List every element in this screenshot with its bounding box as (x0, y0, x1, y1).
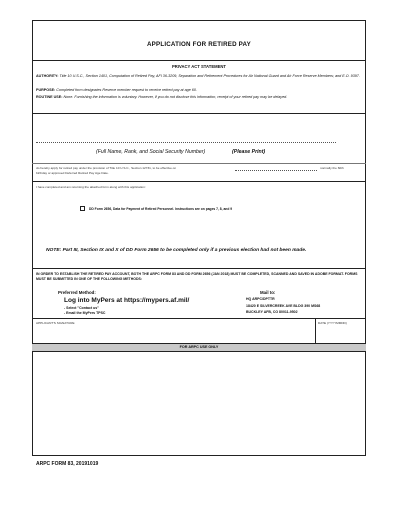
signature-label: APPLICANT'S SIGNATURE (36, 321, 75, 325)
routine-text: None. (63, 95, 74, 99)
form-title: APPLICATION FOR RETIRED PAY (147, 41, 251, 48)
date-field[interactable] (318, 327, 364, 341)
dd2656-label: DD Form 2656, Data for Payment of Retired Personnel. Instructions are on pages 7, 8, and 9 (89, 207, 233, 211)
email-mypers: - Email the MyPers TPSC (64, 311, 106, 315)
apply-text-cont: birthday or approved Deferred Retired Pay Age Date. (36, 171, 109, 175)
form-frame (32, 20, 366, 456)
purpose-text: Completed form designates Reserve member request to receive retired pay at age 60. (56, 88, 197, 92)
mail-line-2: 18420 E SILVERCREEK AVE BLDG 390 MS68 (246, 304, 321, 308)
name-caption: (Full Name, Rank, and Social Security Number) (96, 149, 206, 155)
form-footer: ARPC FORM 83, 20191019 (36, 461, 99, 467)
rule-privacy-bottom (32, 113, 366, 114)
mail-line-1: HQ ARPC/DPTTR (246, 297, 275, 301)
arpc-use-label: FOR ARPC USE ONLY (179, 345, 219, 349)
please-print: (Please Print) (232, 149, 266, 155)
rule-name-bottom (32, 163, 366, 164)
dd2656-checkbox[interactable] (80, 206, 85, 211)
establish-text: IN ORDER TO ESTABLISH THE RETIRED PAY ACCOUNT, BOTH THE ARPC FORM 83 AND DD FORM 2656 (JAN 2018) MUST BE COMPLETED, SCANNED AND SAVED IN ADOBE FORMAT. FORMS MUST BE SUBMITTED IN ONE OF THE FOLLOWING METHODS: (36, 272, 358, 281)
name-field[interactable] (36, 142, 336, 143)
privacy-heading: PRIVACY ACT STATEMENT (172, 64, 226, 69)
rule-apply-bottom (32, 181, 366, 182)
authority-text: Title 10 U.S.C., Section 1401, Computation of Retired Pay, AFI 36-3209, Separation and Retirement Procedures for Air National Guard and Air Force Reserve Members; and E.O. 9397. (59, 74, 360, 78)
mypers-link[interactable]: Log into MyPers at https://mypers.af.mil/ (64, 297, 190, 304)
signature-field[interactable] (36, 327, 312, 341)
privacy-purpose (36, 88, 362, 93)
disclosure-text: Furnishing the information is voluntary. However, if you do not disclose this information, receipt of your retired pay may be delayed. (74, 95, 288, 99)
rule-title-bottom (32, 60, 366, 61)
routine-label: ROUTINE USE: (36, 95, 63, 99)
date-label: DATE (YYYYMMDD) (318, 321, 347, 325)
mail-line-3: BUCKLEY AFB, CO 80011-9502 (246, 310, 298, 314)
apply-text: do hereby apply for retired pay under the provision of Title 10 U.S.C., Section 12731, to be effective on (36, 166, 177, 170)
rule-note-bottom (32, 268, 366, 269)
privacy-routine (36, 95, 362, 100)
preferred-label: Preferred Method: (58, 290, 96, 295)
note-text: NOTE: Part III, Section IX and X of DD Form 2656 to be completed only if a previous election had not been made. (46, 248, 307, 253)
select-contact: - Select "Contact us" (64, 306, 99, 310)
rule-date-divider (315, 318, 316, 343)
apply-text-right: normally the 60th (320, 166, 344, 170)
effective-date-field[interactable] (235, 170, 317, 171)
authority-label: AUTHORITY: (36, 74, 59, 78)
purpose-label: PURPOSE: (36, 88, 56, 92)
completed-text: I have completed and am returning the attached form along with this application: (36, 185, 146, 189)
privacy-authority (36, 74, 362, 79)
mail-label: Mail to: (260, 290, 276, 295)
